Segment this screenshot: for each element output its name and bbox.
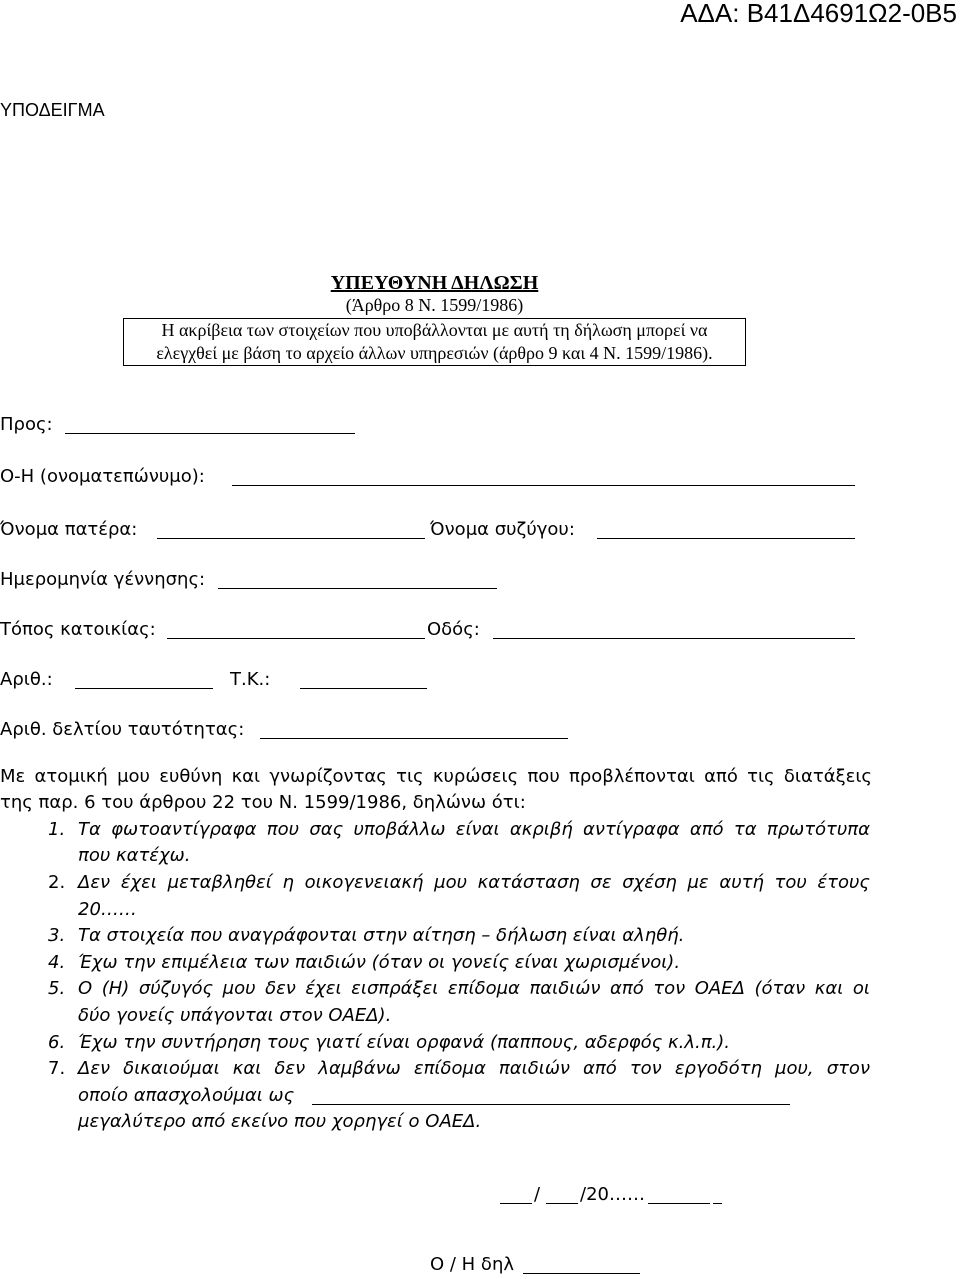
to-blank-line xyxy=(65,433,355,434)
street-label: Οδός: xyxy=(427,619,480,640)
postal-code-label: Τ.Κ.: xyxy=(230,669,271,690)
list-item-text: Δεν δικαιούμαι και δεν λαμβάνω επίδομα παιδιών από τον εργοδότη μου, στον xyxy=(78,1058,870,1080)
list-item-number: 3. xyxy=(48,925,66,947)
list-item-number: 5. xyxy=(48,978,66,1000)
full-name-label: Ο-Η (ονοματεπώνυμο): xyxy=(0,466,205,487)
residence-blank-line xyxy=(167,638,425,639)
list-item-number: 7. xyxy=(48,1058,66,1080)
list-item-number: 4. xyxy=(48,951,66,973)
signature-label: Ο / Η δηλ xyxy=(430,1254,515,1275)
statement-intro-line: Με ατομική μου ευθύνη και γνωρίζοντας τις κυρώσεις που προβλέπονται από τις διατάξεις xyxy=(0,765,872,787)
list-item-number: 1. xyxy=(48,818,66,840)
father-name-label: Όνομα πατέρα: xyxy=(0,519,138,540)
birth-date-blank-line xyxy=(218,588,497,589)
declaration-heading xyxy=(123,272,746,316)
declaration-subtitle: (Άρθρο 8 Ν. 1599/1986) xyxy=(345,295,524,315)
list-item xyxy=(0,950,870,977)
statement xyxy=(0,764,960,1136)
list-item xyxy=(0,976,870,1003)
list-item-number: 6. xyxy=(48,1031,66,1053)
date-month-blank-line xyxy=(546,1203,578,1204)
list-item-text: Τα στοιχεία που αναγράφονται στην αίτηση – δήλωση είναι αληθή. xyxy=(78,925,685,947)
full-name-blank-line xyxy=(232,485,855,486)
date-separator: / xyxy=(534,1184,541,1205)
father-name-blank-line xyxy=(157,538,425,539)
declaration-title: ΥΠΕΥΘΥΝΗ ΔΗΛΩΣΗ xyxy=(330,272,539,294)
list-item-continuation: 20…… xyxy=(78,898,137,920)
street-blank-line xyxy=(493,638,855,639)
statement-intro-line: της παρ. 6 του άρθρου 22 του Ν. 1599/1986, δηλώνω ότι: xyxy=(0,792,526,814)
occupation-blank-line xyxy=(312,1104,790,1105)
sample-label: ΥΠΟΔΕΙΓΜΑ xyxy=(0,100,105,120)
spouse-name-blank-line xyxy=(597,538,855,539)
list-item xyxy=(0,870,870,897)
signature-blank-line xyxy=(523,1273,640,1274)
street-number-blank-line xyxy=(75,688,213,689)
postal-code-blank-line xyxy=(300,688,427,689)
id-number-blank-line xyxy=(260,738,568,739)
list-item xyxy=(0,817,870,844)
list-item-continuation: που κατέχω. xyxy=(78,845,191,867)
street-number-label: Αριθ.: xyxy=(0,669,53,690)
id-number-label: Αριθ. δελτίου ταυτότητας: xyxy=(0,719,245,740)
notice-box xyxy=(123,318,746,366)
to-label: Προς: xyxy=(0,414,53,435)
list-item-text: Ο (Η) σύζυγός μου δεν έχει εισπράξει επίδομα παιδιών από τον ΟΑΕΔ (όταν και οι xyxy=(78,978,870,1000)
list-item-text: οποίο απασχολούμαι ως xyxy=(78,1084,295,1106)
residence-label: Τόπος κατοικίας: xyxy=(0,619,156,640)
list-item-continuation: μεγαλύτερο από εκείνο που χορηγεί ο ΟΑΕΔ. xyxy=(78,1111,482,1133)
list-item-text: Έχω την επιμέλεια των παιδιών (όταν οι γονείς είναι χωρισμένοι). xyxy=(78,951,681,973)
notice-line: Η ακρίβεια των στοιχείων που υποβάλλονται με αυτή τη δήλωση μπορεί να xyxy=(161,320,708,340)
notice-line: ελεγχθεί με βάση το αρχείο άλλων υπηρεσιών (άρθρο 9 και 4 Ν. 1599/1986). xyxy=(156,343,713,363)
ada-code: ΑΔΑ: Β41Δ4691Ω2-0Β5 xyxy=(680,0,957,28)
list-item-text: Τα φωτοαντίγραφα που σας υποβάλλω είναι ακριβή αντίγραφα από τα πρωτότυπα xyxy=(78,818,870,840)
list-item xyxy=(0,923,870,950)
date-year-blank-tail xyxy=(713,1203,722,1204)
list-item xyxy=(0,1056,870,1083)
list-item-continuation: δύο γονείς υπάγονται στον ΟΑΕΔ). xyxy=(78,1005,392,1027)
date-day-blank-line xyxy=(500,1203,532,1204)
date-year-prefix: /20…… xyxy=(580,1184,645,1205)
birth-date-label: Ημερομηνία γέννησης: xyxy=(0,569,206,590)
spouse-name-label: Όνομα συζύγου: xyxy=(430,519,575,540)
list-item xyxy=(0,1030,870,1057)
list-item-number: 2. xyxy=(48,872,66,894)
date-year-blank-line xyxy=(648,1203,710,1204)
list-item-continuation xyxy=(0,1083,870,1110)
list-item-text: Δεν έχει μεταβληθεί η οικογενειακή μου κατάσταση σε σχέση με αυτή του έτους xyxy=(78,872,870,894)
list-item-text: Έχω την συντήρηση τους γιατί είναι ορφανά (παππους, αδερφός κ.λ.π.). xyxy=(78,1031,730,1053)
